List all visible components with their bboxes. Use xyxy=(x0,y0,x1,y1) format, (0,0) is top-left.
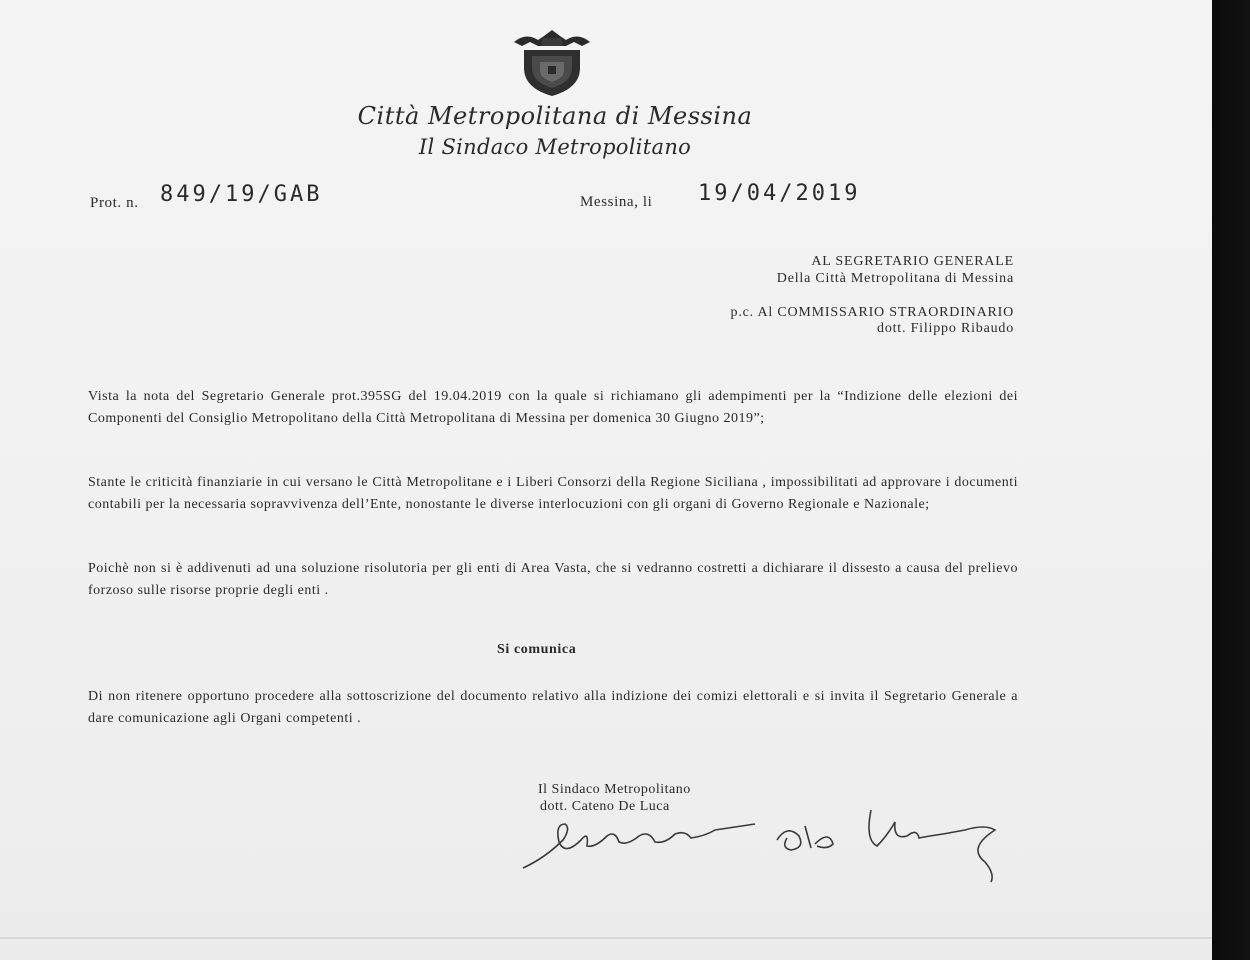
page-bottom-fold xyxy=(0,937,1212,939)
institution-title: Città Metropolitana di Messina xyxy=(357,102,753,130)
recipient-cc-line1: p.c. Al COMMISSARIO STRAORDINARIO xyxy=(730,305,1014,320)
dark-background-edge xyxy=(1212,0,1250,960)
letter-date: 19/04/2019 xyxy=(698,181,861,206)
body-paragraph-1: Vista la nota del Segretario Generale prot.395SG del 19.04.2019 con la quale si richiamano gli adempimenti per la “Indizione delle elezioni dei Componenti del Consiglio Metropolitano della Città Metropolitana di Messina per domenica 30 Giugno 2019”; xyxy=(88,389,1018,426)
signatory-title: Il Sindaco Metropolitano xyxy=(538,782,691,797)
body-paragraph-2: Stante le criticità finanziarie in cui versano le Città Metropolitane e i Liberi Consorzi della Regione Siciliana , impossibilitati ad approvare i documenti contabili per la necessaria sopravvivenza dell’Ente, nonostante le diverse interlocuzioni con gli organi di Governo Regionale e Nazionale; xyxy=(88,475,1018,512)
body-paragraph-3: Poichè non si è addivenuti ad una soluzione risolutoria per gli enti di Area Vasta, che si vedranno costretti a dichiarare il dissesto a causa del prelievo forzoso sulle risorse proprie degli enti . xyxy=(88,561,1018,598)
recipient-primary-line1: AL SEGRETARIO GENERALE xyxy=(811,254,1014,269)
coat-of-arms-emblem xyxy=(504,28,600,98)
institution-subtitle: Il Sindaco Metropolitano xyxy=(418,135,692,159)
protocol-label: Prot. n. xyxy=(90,195,139,211)
signatory-name: dott. Cateno De Luca xyxy=(540,799,670,814)
body-paragraph-4: Di non ritenere opportuno procedere alla sottoscrizione del documento relativo alla indizione dei comizi elettorali e si invita il Segretario Generale a dare comunicazione agli Organi competenti . xyxy=(88,689,1018,726)
protocol-number: 849/19/GAB xyxy=(160,182,323,207)
recipient-primary-line2: Della Città Metropolitana di Messina xyxy=(776,271,1014,286)
recipient-cc-line2: dott. Filippo Ribaudo xyxy=(877,321,1014,336)
handwritten-signature xyxy=(515,800,1055,890)
communication-heading: Si comunica xyxy=(497,642,577,657)
place-label: Messina, li xyxy=(580,194,653,210)
